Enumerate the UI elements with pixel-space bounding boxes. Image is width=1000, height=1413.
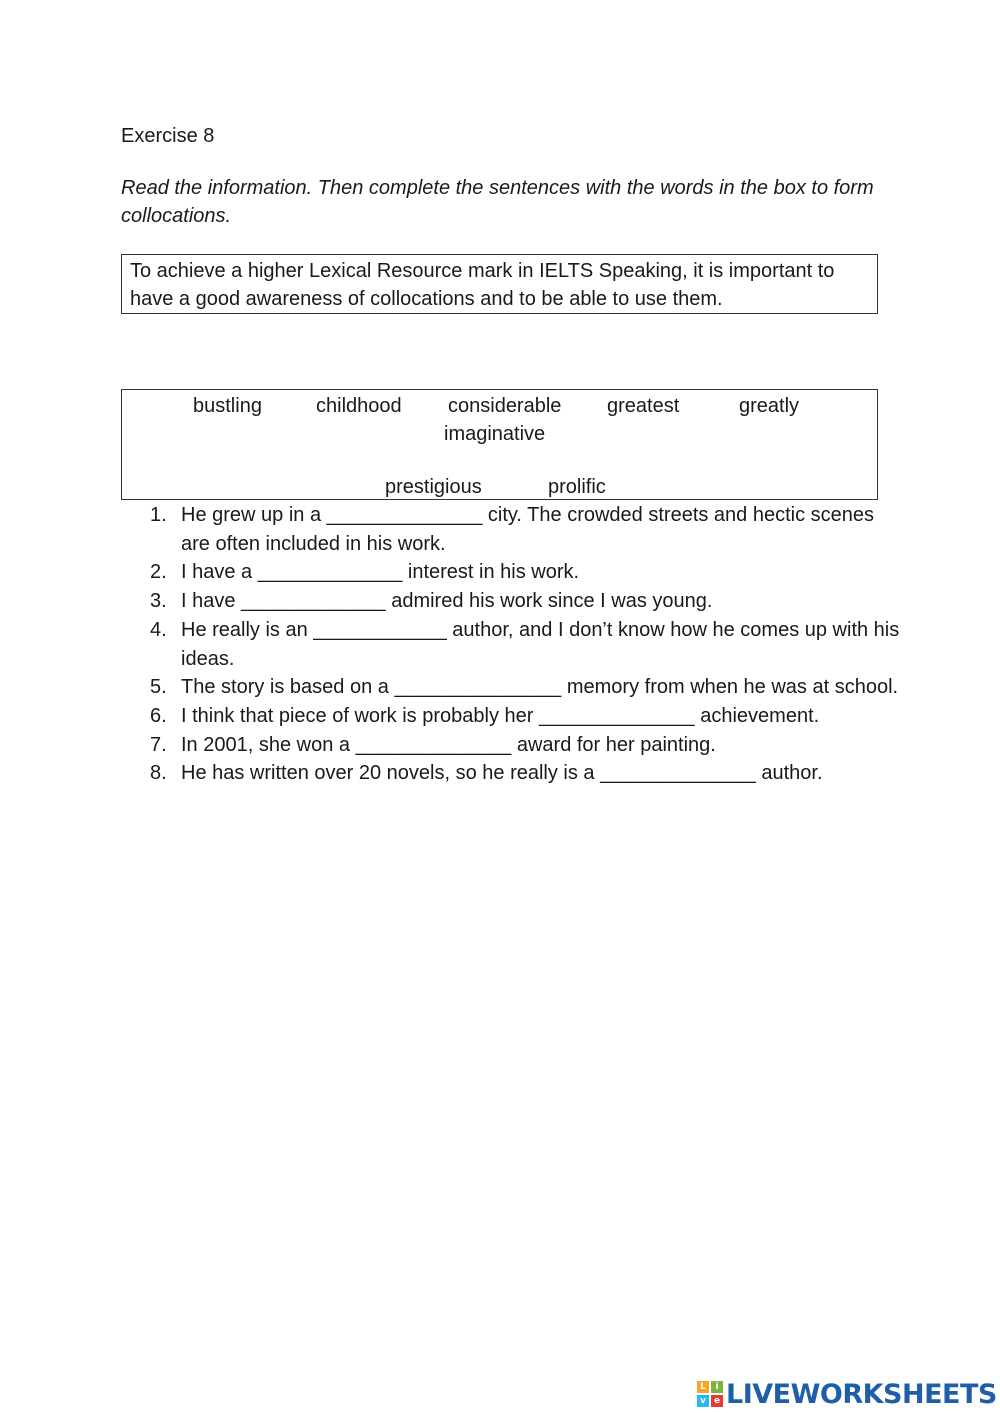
logo-tile: L: [697, 1381, 709, 1393]
question-item: [140, 616, 900, 673]
liveworksheets-logo[interactable]: [697, 1376, 997, 1412]
question-item: [140, 702, 900, 731]
word-bank-item: greatly: [739, 395, 800, 417]
question-list: [140, 501, 900, 788]
question-text: I think that piece of work is probably her ______________ achievement.: [181, 704, 820, 727]
word-bank-item: childhood: [316, 395, 402, 417]
question-number: 4.: [150, 618, 167, 641]
question-text: He has written over 20 novels, so he really is a ______________ author.: [181, 762, 823, 785]
question-text: The story is based on a _______________ memory from when he was at school.: [181, 676, 899, 699]
word-bank-item: bustling: [193, 395, 262, 417]
question-number: 6.: [150, 704, 167, 727]
logo-tile: i: [711, 1381, 723, 1393]
word-bank-item: prestigious: [385, 476, 482, 498]
word-bank-item: prolific: [548, 476, 606, 498]
question-number: 1.: [150, 504, 167, 526]
question-item: [140, 731, 900, 760]
question-text: I have _____________ admired his work since I was young.: [181, 590, 713, 613]
exercise-title: Exercise 8: [121, 125, 215, 147]
logo-text: LIVEWORKSHEETS: [726, 1378, 997, 1410]
word-bank-item: imaginative: [444, 423, 546, 445]
logo-tiles-icon: [697, 1381, 723, 1407]
question-number: 7.: [150, 733, 167, 756]
question-item: [140, 587, 900, 616]
instructions: Read the information. Then complete the sentences with the words in the box to form collocations.: [121, 177, 874, 227]
question-item: [140, 759, 900, 788]
question-number: 3.: [150, 590, 167, 613]
question-text: He grew up in a ______________ city. The crowded streets and hectic scenes are often included in his work.: [181, 504, 875, 555]
word-bank-item: considerable: [448, 395, 562, 417]
question-number: 2.: [150, 561, 167, 584]
question-text: In 2001, she won a ______________ award for her painting.: [181, 733, 716, 756]
question-item: [140, 501, 900, 558]
logo-tile: e: [711, 1395, 723, 1407]
question-text: I have a _____________ interest in his work.: [181, 561, 580, 584]
question-number: 5.: [150, 676, 167, 699]
question-item: [140, 673, 900, 702]
logo-tile: v: [697, 1395, 709, 1407]
question-number: 8.: [150, 762, 167, 785]
word-bank-item: greatest: [607, 395, 680, 417]
question-text: He really is an ____________ author, and I don’t know how he comes up with his ideas.: [181, 618, 900, 670]
info-box: To achieve a higher Lexical Resource mark in IELTS Speaking, it is important to have a good awareness of collocations and to be able to use them.: [121, 254, 878, 314]
question-item: [140, 558, 900, 587]
word-box: [121, 389, 878, 500]
